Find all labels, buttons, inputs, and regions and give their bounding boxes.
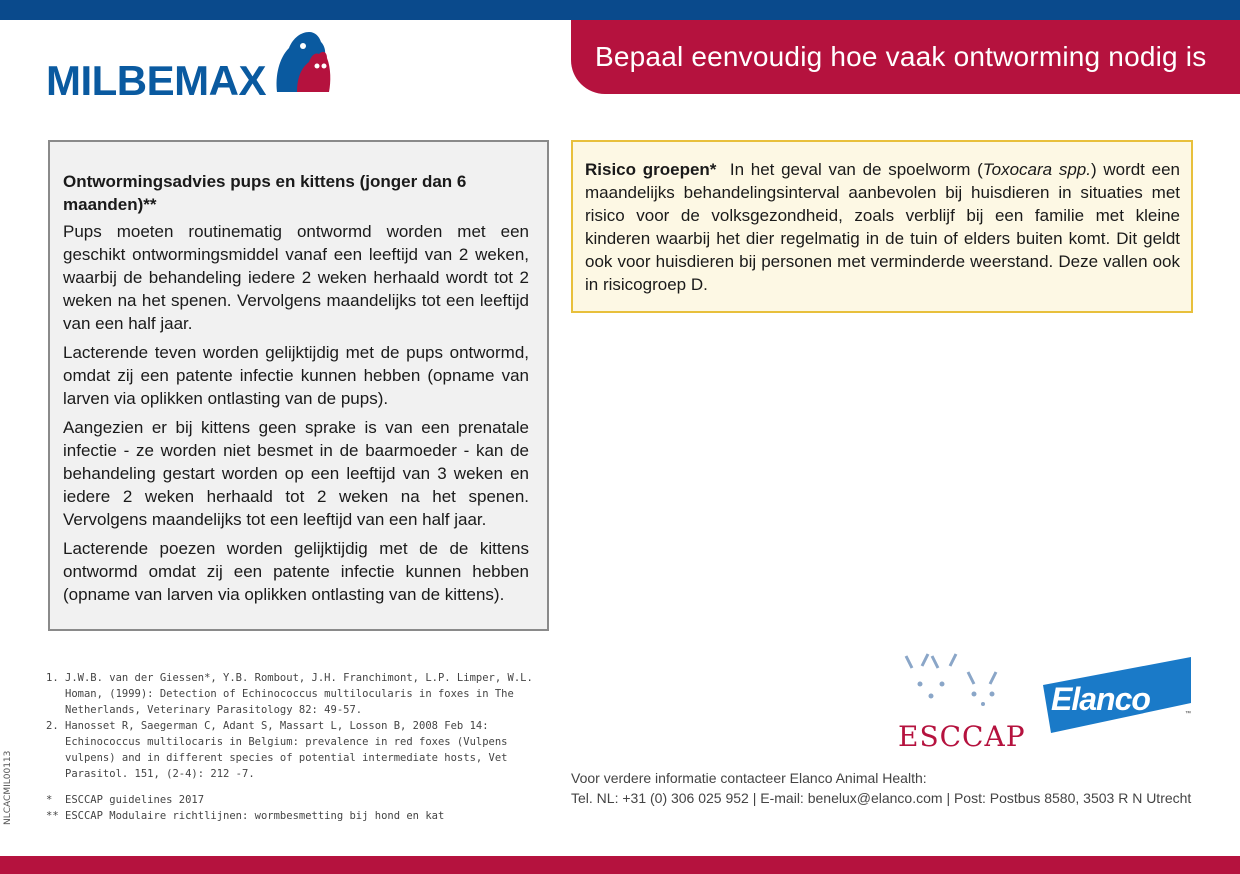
risk-text-before: In het geval van de spoelworm (	[729, 160, 983, 179]
dog-cat-icon	[271, 28, 333, 94]
note-text: ESCCAP guidelines 2017	[65, 794, 205, 806]
contact-line-2: Tel. NL: +31 (0) 306 025 952 | E-mail: benelux@elanco.com | Post: Postbus 8580, 3503 R N Utrecht	[571, 790, 1192, 806]
cat-dog-faces-icon	[898, 650, 1018, 720]
species-name: Toxocara spp.	[982, 160, 1091, 179]
advice-heading: Ontwormingsadvies pups en kittens (jonger dan 6 maanden)**	[63, 172, 467, 214]
page-title: Bepaal eenvoudig hoe vaak ontworming nodig is	[595, 41, 1207, 72]
esccap-logo	[898, 650, 1026, 753]
esccap-wordmark: ESCCAP	[898, 720, 1026, 753]
advice-paragraph: Lacterende poezen worden gelijktijdig met de de kittens ontwormd omdat zij een patente infectie kunnen hebben (opname van larven via oplikken ontlasting van de kittens).	[63, 539, 529, 604]
bottom-color-bar	[0, 856, 1240, 874]
note-text: ESCCAP Modulaire richtlijnen: wormbesmetting bij hond en kat	[65, 810, 445, 822]
top-color-bar	[0, 0, 1240, 20]
contact-line-1: Voor verdere informatie contacteer Elanco Animal Health:	[571, 770, 927, 786]
reference-number: 1.	[46, 672, 59, 684]
note-item	[46, 808, 556, 824]
elanco-logo	[1043, 657, 1193, 733]
milbemax-logo	[46, 28, 336, 104]
reference-item	[46, 718, 556, 782]
brand-name: MILBEMAX	[46, 57, 266, 104]
risk-text-after: ) wordt een maandelijks behandelingsinterval aanbevolen bij huisdieren in situaties met risico voor de volksgezondheid, zoals verblijf bij een familie met kleine kinderen waarbij het dier regelmatig in de tuin of elders buiten komt. Dit geldt ook voor huisdieren bij personen met verminderde weerstand. Deze vallen ook in risicogroep D.	[585, 160, 1180, 294]
reference-item	[46, 670, 556, 718]
advice-paragraph: Lacterende teven worden gelijktijdig met de pups ontwormd, omdat zij een patente infectie kunnen hebben (opname van larven via oplikken ontlasting van de pups).	[63, 343, 529, 408]
advice-paragraph: Pups moeten routinematig ontwormd worden met een geschikt ontwormingsmiddel vanaf een leeftijd van 2 weken, waarbij de behandeling iedere 2 weken herhaald wordt tot 2 weken na het spenen. Vervolgens maandelijks tot een leeftijd van een half jaar.	[63, 222, 529, 333]
document-code: NLCACMIL00113	[3, 750, 13, 825]
reference-number: 2.	[46, 720, 59, 732]
footnotes	[46, 670, 556, 824]
risk-groups-box	[571, 140, 1193, 313]
risk-groups-text	[585, 158, 1180, 296]
trademark-mark: ™	[1185, 711, 1191, 717]
note-item	[46, 792, 556, 808]
elanco-wordmark: Elanco	[1051, 681, 1150, 717]
risk-groups-label: Risico groepen*	[585, 160, 717, 179]
contact-info	[571, 768, 1201, 808]
advice-paragraph: Aangezien er bij kittens geen sprake is van een prenatale infectie - ze worden niet besmet in de baarmoeder - kan de behandeling gestart worden op een leeftijd van 3 weken en iedere 2 weken herhaald tot 2 weken na het spenen. Vervolgens maandelijks tot een leeftijd van een half jaar.	[63, 418, 529, 529]
deworming-advice-box	[48, 140, 549, 631]
reference-text: J.W.B. van der Giessen*, Y.B. Rombout, J.H. Franchimont, L.P. Limper, W.L. Homan, (1999): Detection of Echinococcus multilocularis in foxes in The Netherlands, Veterinary Parasitology 82: 49-57.	[65, 672, 533, 716]
note-marker: *	[46, 794, 53, 806]
note-marker: **	[46, 810, 59, 822]
title-banner	[571, 20, 1240, 94]
reference-text: Hanosset R, Saegerman C, Adant S, Massart L, Losson B, 2008 Feb 14: Echinococcus multilocaris in Belgium: prevalence in red foxes (Vulpens vulpens) and in different species of potential intermediate hosts, Vet Parasitol. 151, (2-4): 212 -7.	[65, 720, 508, 780]
